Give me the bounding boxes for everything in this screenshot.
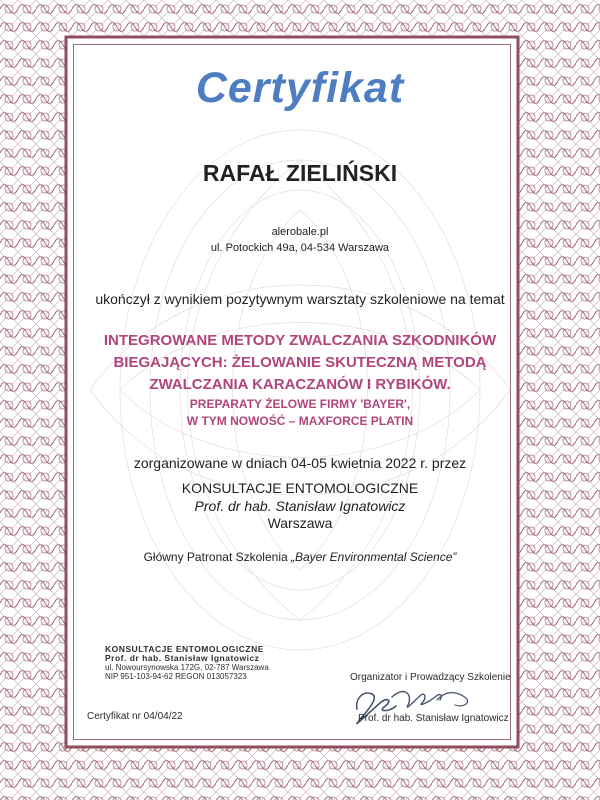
organizer-person: Prof. dr hab. Stanisław Ignatowicz <box>194 498 406 514</box>
recipient-name: RAFAŁ ZIELIŃSKI <box>202 160 398 186</box>
completion-statement: ukończył z wynikiem pozytywnym warsztaty szkoleniowe na temat <box>95 291 505 307</box>
patronage-prefix: Główny Patronat Szkolenia <box>143 550 288 564</box>
workshop-subtitle-line-1: PREPARATY ŻELOWE FIRMY 'BAYER', <box>189 397 411 411</box>
organization-name: alerobale.pl <box>271 226 329 238</box>
workshop-title-line-3: ZWALCZANIA KARACZANÓW I RYBIKÓW. <box>149 376 451 393</box>
stamp-line-2: Prof. dr hab. Stanisław Ignatowicz <box>105 653 260 663</box>
organization-address: ul. Potockich 49a, 04-534 Warszawa <box>210 242 390 254</box>
workshop-title-line-1: INTEGROWANE METODY ZWALCZANIA SZKODNIKÓW <box>103 332 497 349</box>
certificate-number: Certyfikat nr 04/04/22 <box>87 711 183 722</box>
organized-text: zorganizowane w dniach 04-05 kwietnia 2022 r. przez <box>133 455 467 471</box>
signature-role: Organizator i Prowadzący Szkolenie <box>350 672 511 683</box>
organizer-name: KONSULTACJE ENTOMOLOGICZNE <box>181 480 419 496</box>
patronage-name: „Bayer Environmental Science” <box>291 550 457 564</box>
certificate-title: Certyfikat <box>195 64 405 112</box>
signature-name: Prof. dr hab. Stanisław Ignatowicz <box>358 713 509 724</box>
stamp-line-1: KONSULTACJE ENTOMOLOGICZNE <box>105 644 264 654</box>
stamp-line-4: NIP 951-103-94-62 REGON 013057323 <box>105 672 247 681</box>
stamp-line-3: ul. Nowoursynowska 172G, 02-787 Warszawa <box>105 663 269 672</box>
organizer-stamp <box>105 645 269 681</box>
workshop-title-line-2: BIEGAJĄCYCH: ŻELOWANIE SKUTECZNĄ METODĄ <box>113 354 487 371</box>
patronage-line <box>0 550 600 564</box>
organizer-city: Warszawa <box>267 515 333 531</box>
workshop-subtitle-line-2: W TYM NOWOŚĆ – MAXFORCE PLATIN <box>186 414 414 428</box>
